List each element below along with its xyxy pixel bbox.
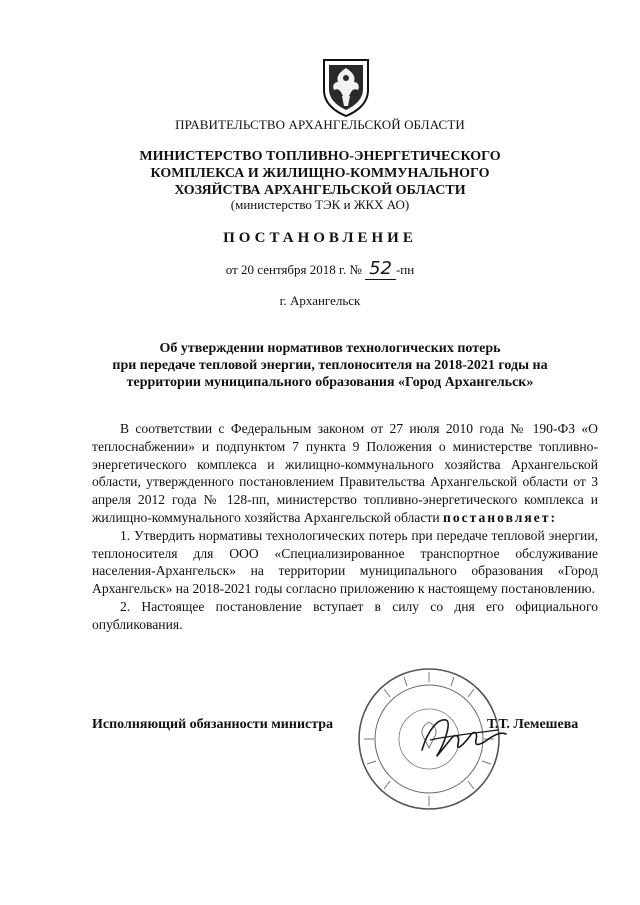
preamble-paragraph <box>92 420 598 527</box>
item-2-paragraph: 2. Настоящее постановление вступает в силу со дня его официального опубликования. <box>92 598 598 632</box>
coat-of-arms-icon <box>320 56 372 118</box>
document-type-title: ПОСТАНОВЛЕНИЕ <box>223 230 417 246</box>
signatory-position: Исполняющий обязанности министра <box>92 717 334 732</box>
document-body <box>92 420 598 634</box>
date-and-number <box>120 258 520 280</box>
date-prefix: от 20 сентября 2018 г. № <box>225 262 362 277</box>
item-1-paragraph: 1. Утвердить нормативы технологических потерь при передаче тепловой энергии, теплоносителя для ООО «Специализированное транспортное обслуживание населения-Архангельск» на территории муниципального образования «Город Архангельск» на 2018-2021 годы согласно приложению к настоящему постановлению. <box>92 527 598 597</box>
preamble-text: В соответствии с Федеральным законом от 27 июля 2010 года № 190-ФЗ «О теплоснабжении» и подпунктом 7 пункта 9 Положения о министерстве топливно-энергетического комплекса и жилищно-коммунального хозяйства Архангельской области, утвержденного постановлением Правительства Архангельской области от 3 апреля 2012 года № 128-пп, министерство топливно-энергетического комплекса и жилищно-коммунального хозяйства Архангельской области <box>92 421 598 525</box>
ministry-line-2: КОМПЛЕКСА И ЖИЛИЩНО-КОММУНАЛЬНОГО <box>150 166 490 181</box>
government-name: ПРАВИТЕЛЬСТВО АРХАНГЕЛЬСКОЙ ОБЛАСТИ <box>175 117 465 132</box>
subject-line-2: при передаче тепловой энергии, теплоносителя на 2018-2021 годы на <box>112 358 548 373</box>
handwritten-number: 52 <box>365 258 396 280</box>
ministry-abbreviation: (министерство ТЭК и ЖКХ АО) <box>230 197 410 212</box>
decree-word: постановляет: <box>443 509 557 525</box>
subject-line-1: Об утверждении нормативов технологических потерь <box>159 341 501 356</box>
signatory-name: Т.Т. Лемешева <box>487 717 579 732</box>
city-name: г. Архангельск <box>279 293 361 308</box>
ministry-line-3: ХОЗЯЙСТВА АРХАНГЕЛЬСКОЙ ОБЛАСТИ <box>174 183 466 198</box>
document-subject <box>60 340 600 391</box>
ministry-name <box>80 148 560 199</box>
subject-line-3: территории муниципального образования «Город Архангельск» <box>126 375 534 390</box>
number-suffix: -пн <box>395 262 415 277</box>
ministry-line-1: МИНИСТЕРСТВО ТОПЛИВНО-ЭНЕРГЕТИЧЕСКОГО <box>139 149 501 164</box>
